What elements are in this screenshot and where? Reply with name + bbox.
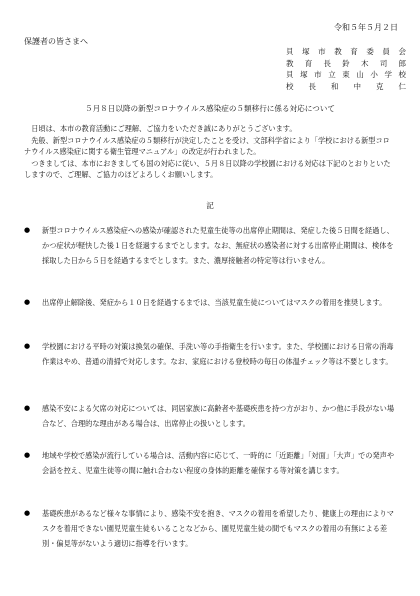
sender-line-school [286,69,406,81]
sender-char: 市 [314,70,322,79]
bullet-icon: ● [24,404,31,412]
sender-char: 山 [356,70,364,79]
sender-char: 中 [353,81,361,91]
sender-char: 教 [286,58,294,68]
sender-char: 立 [328,70,336,79]
list-item [24,339,400,369]
sender-char: 会 [398,47,406,56]
bullet-icon: ● [24,298,31,306]
sender-char: 東 [342,70,350,79]
sender-char: 和 [331,81,339,91]
sender-char: 小 [370,70,378,79]
bullet-icon: ● [24,226,31,234]
intro-text [24,123,396,181]
sender-char: 育 [350,47,358,56]
sender-char: 員 [382,47,390,56]
ki-heading: 記 [206,201,214,210]
list-item [24,295,400,310]
sender-char: 育 [304,58,313,68]
list-item [24,506,400,551]
sender-char: 鈴 [342,58,350,68]
intro-paragraph: つきましては、本市におきましても国の対応に従い、５月８日以降の学校園における対応は下記のとおりといたしますので、ご理解、ご協力のほどよろしくお願いします。 [24,158,391,179]
list-item-text: 出席停止解除後、発症から１０日を経過するまでは、当該児童生徒についてはマスクの着用を推奨します。 [42,298,387,307]
intro-paragraph: 先般、新型コロナウイルス感染症の５類移行が決定したことを受け、文部科学省により「学校における新型コロナウイルス感染症に関する衛生管理マニュアル」の改定が行われました。 [24,135,390,156]
list-item [24,223,400,268]
sender-char: 長 [308,81,316,91]
document-title: ５月８日以降の新型コロナウイルス感染症の５類移行に係る対応について [85,104,335,113]
bullet-icon: ● [24,509,31,517]
sender-char: 司 [379,58,388,68]
list-item [24,401,400,431]
sender-line-superintendent [286,58,406,70]
sender-line-board [286,46,406,58]
list-item-text: 感染不安による欠席の対応については、同居家族に高齢者や基礎疾患を持つ方がおり、かつ他に手段がない場合など、合理的な理由がある場合は、出席停止の扱いとします。 [42,404,395,428]
sender-char: 郎 [398,58,406,68]
sender-char: 学 [384,70,392,79]
list-item [24,448,400,478]
bullet-icon: ● [24,342,31,350]
sender-char: 貝 [286,70,294,79]
bullet-icon: ● [24,451,31,459]
sender-char: 校 [286,81,294,91]
sender-char: 教 [334,47,342,56]
sender-char: 校 [398,70,406,79]
list-item-text: 基礎疾患があるなど様々な事情により、感染不安を抱き、マスクの着用を希望したり、健康上の理由によりマスクを着用できない園児児童生徒もいることなどから、園児児童生徒の間でもマスクの着用の有無による差別・偏見等がないよう適切に指導を行います。 [42,509,394,548]
document-date: 令和５年５月２日 [334,23,398,32]
sender-char: 塚 [300,70,308,79]
list-item-text: 学校園における平時の対策は換気の確保、手洗い等の手指衛生を行います。また、学校園における日常の消毒作業はやめ、普通の清掃で対応します。なお、家庭における登校時の毎日の体温チェック等は不要とします。 [42,342,394,366]
sender-char: 仁 [398,81,406,91]
intro-paragraph: 日頃は、本市の教育活動にご理解、ご協力をいただき誠にありがとうございます。 [31,124,297,133]
addressee: 保護者の皆さまへ [24,37,88,46]
sender-char: 長 [323,58,331,68]
list-item-text: 新型コロナウイルス感染症への感染が確認された児童生徒等の出席停止期間は、発症した後５日間を経過し、かつ症状が軽快した後１日を経過するまでとします。なお、無症状の感染者に対する出席停止期間は、検体を採取した日から５日を経過するまでとします。また、濃厚接触者の特定等は行いません。 [42,226,394,265]
sender-char: 塚 [302,47,310,56]
sender-char: 貝 [286,47,294,56]
sender-char: 委 [366,47,374,56]
sender-char: 克 [376,81,384,91]
sender-block [286,46,406,92]
list-item-text: 地域や学校で感染が流行している場合は、活動内容に応じて、一時的に「近距離」「対面」「大声」での発声や会話を控え、児童生徒等の間に触れ合わない程度の身体的距離を確保する等対策を講じます。 [42,451,395,475]
sender-char: 市 [318,47,326,56]
sender-char: 木 [361,58,369,68]
sender-line-principal [286,81,406,93]
